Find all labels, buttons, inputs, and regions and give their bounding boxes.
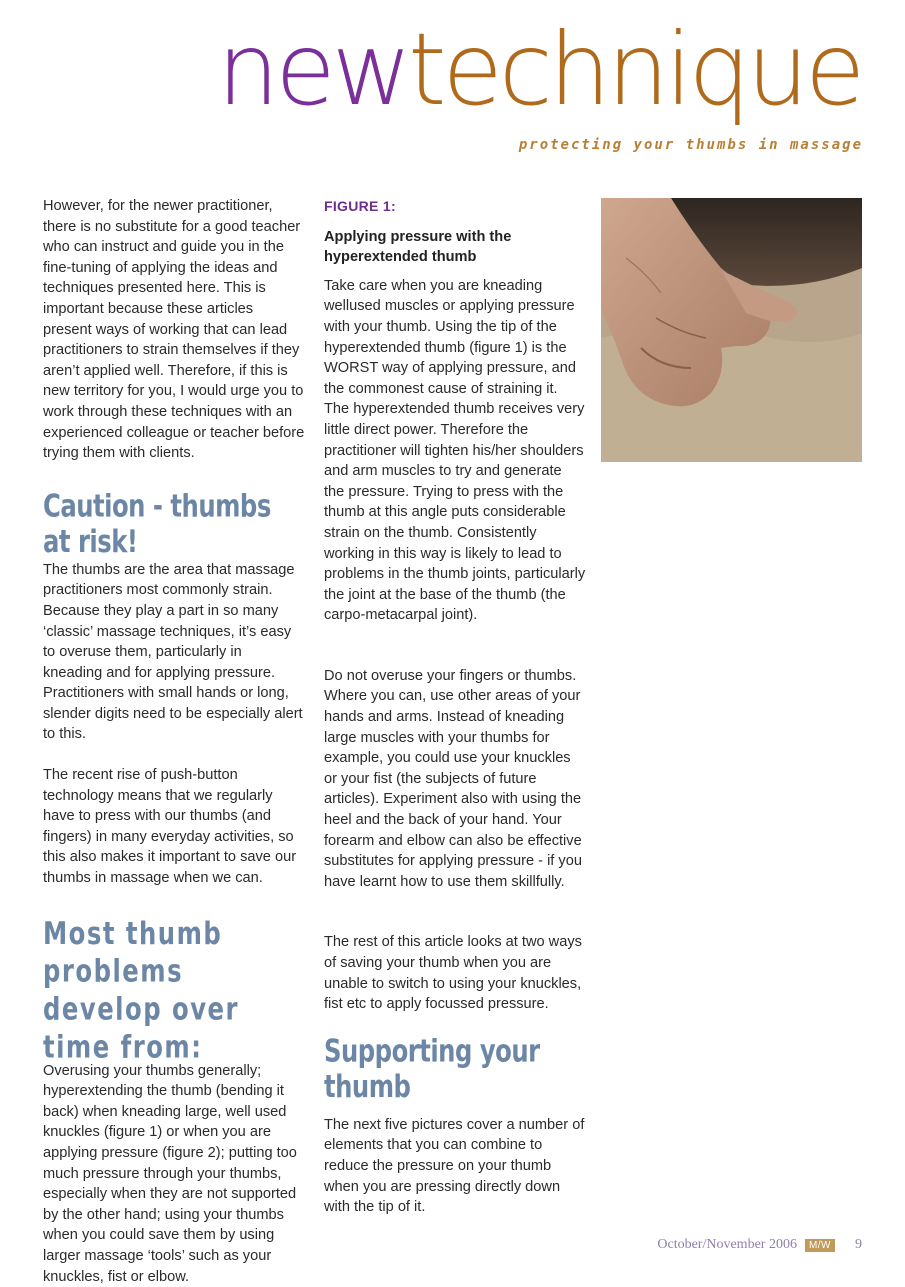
problems-paragraph: Overusing your thumbs generally; hyperextending the thumb (bending it back) when kneading large, well used knuckles (figure 1) or when you are applying pressure (figure 2); putting too much pressure through your thumbs, especially when they are not supported by the other hand; using your thumbs when you could save them by using larger massage ‘tools’ such as your knuckles, fist or elbow. [43,1062,297,1285]
figure-paragraph: Take care when you are kneading wellused muscles or applying pressure with your thumb. Using the tip of the hyperextended thumb (figure 1) is the WORST way of applying pressure, and the commonest cause of straining it. The hyperextended thumb receives very little direct power. Therefore the practitioner will tighten his/her shoulders and arm muscles to try and generate the pressure. Trying to press with the thumb at this angle puts considerable strain on the thumb. Consistently working in this way is likely to lead to problems in the thumb joints, particularly the joint at the base of the thumb (the carpo-metacarpal joint). [324,277,586,624]
supporting-paragraph: The next five pictures cover a number of elements that you can combine to reduce the pressure on your thumb when you are pressing directly down with the tip of it. [324,1116,585,1216]
figure-title: Applying pressure with the hyperextended thumb [324,228,512,266]
supporting-heading: Supporting your thumb [324,1033,540,1105]
masthead-title [216,11,861,128]
caution-paragraph-1: The thumbs are the area that massage practitioners most commonly strain. Because they play a part in so many ‘classic’ massage techniques, it’s easy to overuse them, particularly in kneading and for applying pressure. Practitioners with small hands or long, slender digits need to be especially alert to this. [43,561,303,743]
tagline: protecting your thumbs in massage [518,137,863,153]
page-number: 9 [855,1237,862,1252]
saving-thumb-paragraph: The rest of this article looks at two ways of saving your thumb when you are unable to switch to using your knuckles, fist etc to apply focussed pressure. [324,934,582,1013]
figure-label: FIGURE 1: [324,198,396,214]
overuse-paragraph: Do not overuse your fingers or thumbs. Where you can, use other areas of your hands and arms. Instead of kneading large muscles with your thumbs for example, you could use your knuckles or your fist (the subjects of future articles). Experiment also with using the heel and the back of your hand. Your forearm and elbow can also be effective substitutes for applying pressure - if you have learnt how to use them skillfully. [324,667,582,890]
caution-paragraph-2: The recent rise of push-button technology means that we regularly have to press with our thumbs (and fingers) in many everyday activities, so this also makes it important to save our thumbs in massage when we can. [43,767,297,887]
magazine-badge: M/W [805,1239,835,1252]
page-footer [657,1237,862,1253]
problems-heading-line-1: Most thumb problems [43,915,223,990]
problems-heading-line-2: develop over time from: [43,991,240,1066]
thumb-pressure-illustration [601,198,862,462]
caution-heading: Caution - thumbs at risk! [43,488,271,560]
problems-heading [43,915,305,1067]
issue-date: October/November 2006 [657,1237,797,1252]
masthead-part-new: new [216,11,408,128]
column-middle [324,196,586,1218]
column-left [43,196,305,1287]
masthead-part-technique: technique [407,11,861,128]
figure-1-photo [601,198,862,462]
intro-paragraph: However, for the newer practitioner, there is no substitute for a good teacher who can instruct and guide you in the fine-tuning of applying the ideas and techniques presented here. This is important because these articles present ways of working that can lead practitioners to strain themselves if they aren’t applied well. Therefore, if this is new territory for you, I would urge you to work through these techniques with an experienced colleague or teacher before trying them with clients. [43,198,305,462]
